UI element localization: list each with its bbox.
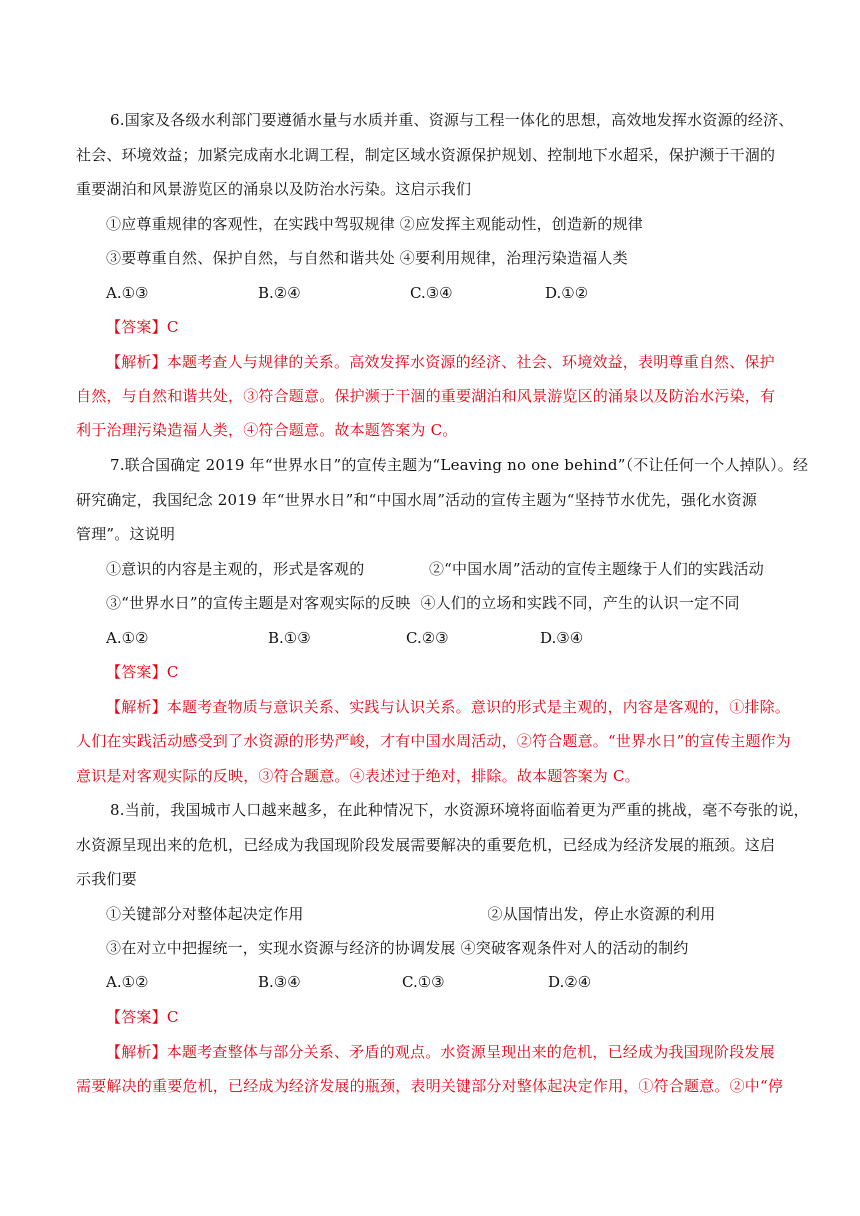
- question-stem-line: 水资源呈现出来的危机，已经成为我国现阶段发展需要解决的重要危机，已经成为经济发展的瓶颈。这启: [76, 836, 776, 854]
- option-b: B.①③: [268, 629, 311, 647]
- question-stem-line: 6.国家及各级水利部门要遵循水量与水质并重、资源与工程一体化的思想，高效地发挥水资源的经济、: [110, 111, 794, 129]
- answer-value: C: [166, 663, 179, 681]
- statement-line: ①关键部分对整体起决定作用 ②从国情出发，停止水资源的利用: [106, 905, 716, 923]
- answer-line: [106, 1007, 786, 1027]
- answer-label: 【答案】: [106, 663, 167, 681]
- question-stem-line: 7.联合国确定 2019 年“世界水日”的宣传主题为“Leaving no one behind”（不让任何一个人掉队）。经: [110, 456, 809, 474]
- answer-value: C: [166, 318, 179, 336]
- analysis-line: 【解析】本题考查物质与意识关系、实践与认识关系。意识的形式是主观的，内容是客观的，①排除。: [106, 698, 791, 716]
- option-d: D.③④: [540, 629, 584, 647]
- answer-label: 【答案】: [106, 1008, 167, 1026]
- analysis-line: 【解析】本题考查人与规律的关系。高效发挥水资源的经济、社会、环境效益，表明尊重自然、保护: [106, 353, 775, 371]
- analysis-line: 【解析】本题考查整体与部分关系、矛盾的观点。水资源呈现出来的危机，已经成为我国现阶段发展: [106, 1043, 775, 1061]
- question-stem-line: 示我们要: [76, 870, 137, 888]
- statement-line: ③“世界水日”的宣传主题是对客观实际的反映 ④人们的立场和实践不同，产生的认识一定不同: [106, 594, 740, 612]
- analysis-line: 自然，与自然和谐共处，③符合题意。保护濒于干涸的重要湖泊和风景游览区的涌泉以及防治水污染，有: [76, 387, 776, 405]
- analysis-line: 利于治理污染造福人类，④符合题意。故本题答案为 C。: [76, 421, 458, 439]
- option-a: A.①②: [106, 973, 149, 991]
- statement-line: ③要尊重自然、保护自然，与自然和谐共处 ④要利用规律，治理污染造福人类: [106, 249, 628, 267]
- answer-line: [106, 317, 786, 337]
- question-stem-line: 重要湖泊和风景游览区的涌泉以及防治水污染。这启示我们: [76, 180, 472, 198]
- option-a: A.①②: [106, 629, 149, 647]
- option-b: B.③④: [258, 973, 301, 991]
- analysis-line: 人们在实践活动感受到了水资源的形势严峻，才有中国水周活动，②符合题意。“世界水日”的宣传主题作为: [76, 732, 791, 750]
- option-c: C.①③: [402, 973, 445, 991]
- answer-line: [106, 662, 786, 682]
- analysis-line: 需要解决的重要危机，已经成为经济发展的瓶颈，表明关键部分对整体起决定作用，①符合题意。②中“停: [76, 1077, 784, 1095]
- option-c: C.②③: [406, 629, 449, 647]
- statement-line: ①应尊重规律的客观性，在实践中驾驭规律 ②应发挥主观能动性，创造新的规律: [106, 215, 643, 233]
- option-d: D.②④: [548, 973, 592, 991]
- statement-line: ①意识的内容是主观的，形式是客观的 ②“中国水周”活动的宣传主题缘于人们的实践活动: [106, 560, 764, 578]
- option-d: D.①②: [545, 284, 589, 302]
- option-b: B.②④: [258, 284, 301, 302]
- question-stem-line: 社会、环境效益；加紧完成南水北调工程，制定区域水资源保护规划、控制地下水超采，保护濒于干涸的: [76, 146, 776, 164]
- analysis-line: 意识是对客观实际的反映，③符合题意。④表述过于绝对，排除。故本题答案为 C。: [76, 767, 640, 785]
- statement-line: ③在对立中把握统一，实现水资源与经济的协调发展 ④突破客观条件对人的活动的制约: [106, 939, 689, 957]
- answer-label: 【答案】: [106, 318, 167, 336]
- option-a: A.①③: [106, 284, 149, 302]
- option-c: C.③④: [410, 284, 453, 302]
- question-stem-line: 研究确定，我国纪念 2019 年“世界水日”和“中国水周”活动的宣传主题为“坚持节水优先，强化水资源: [76, 491, 758, 509]
- question-stem-line: 管理”。这说明: [76, 525, 176, 543]
- question-stem-line: 8.当前，我国城市人口越来越多，在此种情况下，水资源环境将面临着更为严重的挑战，毫不夸张的说，: [110, 801, 809, 819]
- answer-value: C: [166, 1008, 179, 1026]
